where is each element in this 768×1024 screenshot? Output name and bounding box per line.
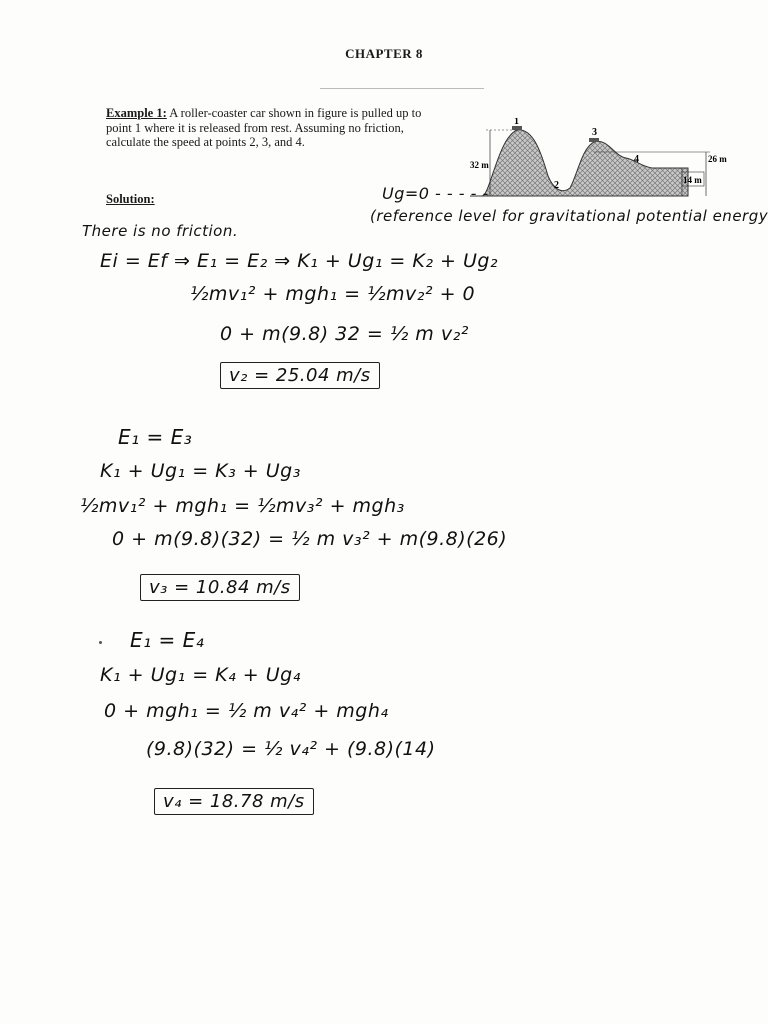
height-label-26: 26 m	[708, 154, 727, 164]
eq4-line4: (9.8)(32) = ½ v₄² + (9.8)(14)	[146, 738, 436, 760]
eq3-line4: 0 + m(9.8)(32) = ½ m v₃² + m(9.8)(26)	[112, 528, 508, 550]
eq3-line2: K₁ + Ug₁ = K₃ + Ug₃	[100, 460, 301, 482]
solution-label: Solution:	[106, 192, 155, 206]
track-hills	[482, 130, 688, 196]
answer-v4-box: v₄ = 18.78 m/s	[154, 788, 314, 815]
no-friction-note: There is no friction.	[82, 222, 239, 240]
example-text: A roller-coaster car shown in figure is pulled up to point 1 where it is released from rest. Assuming no friction, calculate the speed at points 2, 3, and 4.	[106, 106, 422, 149]
reference-level-note: (reference level for gravitational potential energy	[370, 207, 768, 225]
answer-v3-box: v₃ = 10.84 m/s	[140, 574, 300, 601]
stray-dot	[99, 641, 102, 644]
roller-coaster-figure	[470, 118, 730, 204]
eq4-line1: E₁ = E₄	[130, 628, 205, 652]
ug-zero-text: Ug=0	[382, 184, 430, 203]
eq3-line3: ½mv₁² + mgh₁ = ½mv₃² + mgh₃	[80, 495, 405, 517]
dashed-leader: - - - - -	[435, 184, 489, 203]
answer-v2-box: v₂ = 25.04 m/s	[220, 362, 380, 389]
point-label-3: 3	[592, 127, 597, 138]
eq4-line3: 0 + mgh₁ = ½ m v₄² + mgh₄	[104, 700, 389, 722]
height-label-32: 32 m	[470, 160, 489, 170]
eq2-line3: 0 + m(9.8) 32 = ½ m v₂²	[220, 323, 469, 345]
eq3-line1: E₁ = E₃	[118, 425, 193, 449]
point-label-4: 4	[634, 154, 639, 165]
title-divider	[320, 88, 484, 89]
problem-statement	[106, 106, 436, 150]
eq4-line2: K₁ + Ug₁ = K₄ + Ug₄	[100, 664, 301, 686]
example-label: Example 1:	[106, 106, 167, 120]
point-label-1: 1	[514, 118, 519, 127]
car-marker-3	[589, 138, 599, 142]
height-label-14: 14 m	[683, 175, 702, 185]
chapter-title: CHAPTER 8	[345, 46, 423, 61]
eq2-line2: ½mv₁² + mgh₁ = ½mv₂² + 0	[190, 283, 476, 305]
ug-zero-note	[382, 184, 489, 203]
point-label-2: 2	[554, 180, 559, 191]
eq2-line1: Ei = Ef ⇒ E₁ = E₂ ⇒ K₁ + Ug₁ = K₂ + Ug₂	[100, 250, 499, 272]
